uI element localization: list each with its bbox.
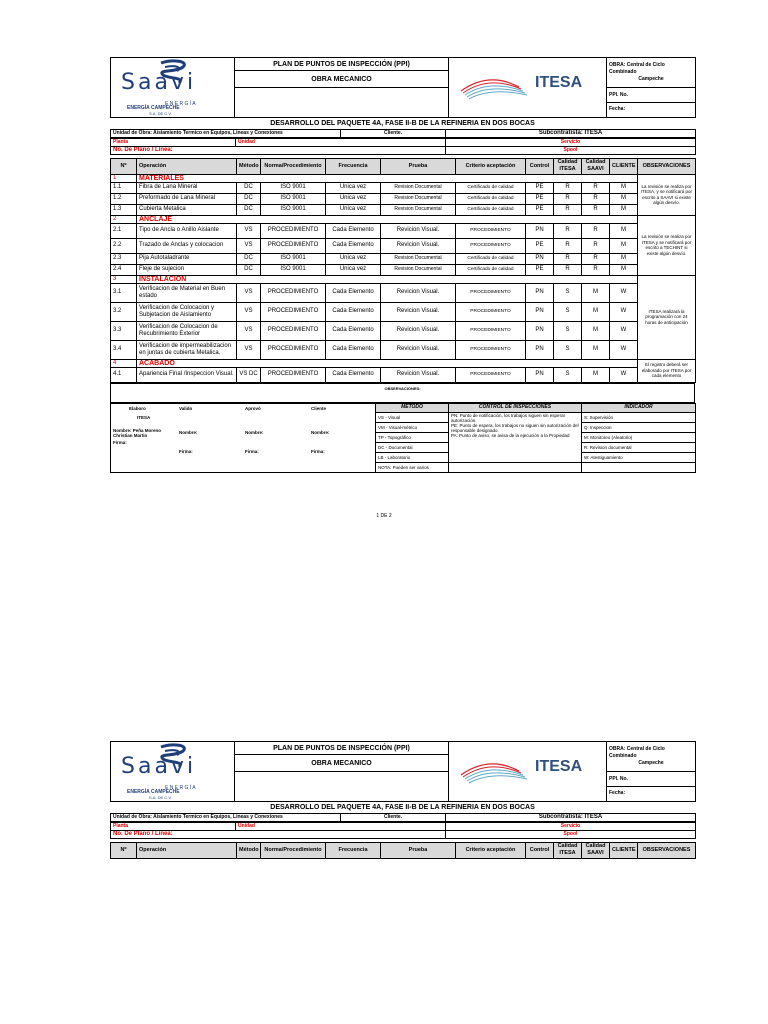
valido-nombre: Nombre: bbox=[179, 430, 198, 435]
cliente-firma: Firma: bbox=[311, 448, 325, 454]
cell-n: 2.2 bbox=[111, 238, 137, 253]
cell-n: 3.2 bbox=[111, 302, 137, 321]
cliente-firma-label: Cliente bbox=[311, 405, 327, 411]
obra-cell bbox=[607, 742, 696, 772]
itesa-logo bbox=[449, 742, 607, 802]
cell-crit: PROCEDIMIENTO bbox=[456, 321, 526, 340]
elaboro-firma: Firma: bbox=[113, 439, 127, 445]
subcontratista: Subcontratista: ITESA bbox=[446, 129, 696, 137]
cell-norma: ISO 9001 bbox=[261, 264, 326, 275]
indicador-title: INDICADOR bbox=[582, 403, 696, 412]
cell-itesa: S bbox=[554, 283, 582, 302]
cell-op: Apariencia Final /Inspeccion Visual. bbox=[137, 367, 237, 382]
cell-ctrl: PN bbox=[526, 253, 554, 264]
cell-cli: W bbox=[610, 283, 638, 302]
cell-frec: Unica vez bbox=[326, 253, 381, 264]
cell-prueba: Revicion Visual. bbox=[381, 223, 456, 238]
cell-frec: Unica vez bbox=[326, 264, 381, 275]
cell-op: Verificacion de impermeabilizacion en juntas de cubierta Metalica. bbox=[137, 340, 237, 359]
cell-met: VS bbox=[237, 302, 261, 321]
planta-table bbox=[110, 138, 696, 155]
itesa-wave-icon bbox=[459, 69, 539, 109]
aprovo-nombre: Nombre: bbox=[245, 430, 264, 435]
cell-crit: PROCEDIMIENTO bbox=[456, 283, 526, 302]
cell-norma: PROCEDIMIENTO bbox=[261, 283, 326, 302]
column-header: Calidad SAAVI bbox=[582, 842, 610, 858]
fecha-label: Fecha: bbox=[607, 787, 696, 802]
cell-ctrl: PN bbox=[526, 302, 554, 321]
cell-ctrl: PE bbox=[526, 238, 554, 253]
control-pn: PN: Punto de notificación, los trabajos siguen sin esperar autorización. bbox=[451, 412, 566, 423]
section-name: MATERIALES bbox=[137, 174, 638, 182]
indicador-item: M: Monitoreo (Aleatorio) bbox=[582, 432, 696, 442]
metodo-item: VS - Visual bbox=[376, 412, 449, 422]
cell-saavi: R bbox=[582, 264, 610, 275]
cell-norma: PROCEDIMIENTO bbox=[261, 321, 326, 340]
itesa-name: ITESA bbox=[535, 758, 583, 776]
ppi-sheet-2 bbox=[110, 741, 695, 859]
inspection-table bbox=[110, 158, 696, 383]
title-ppi: PLAN DE PUNTOS DE INSPECCIÓN (PPI) bbox=[235, 58, 449, 71]
cell-norma: PROCEDIMIENTO bbox=[261, 223, 326, 238]
cell-ctrl: PN bbox=[526, 367, 554, 382]
table-row bbox=[111, 223, 696, 238]
cell-crit: Certificado de calidad bbox=[456, 182, 526, 193]
servicio-label: Servicio bbox=[446, 138, 696, 146]
section-number: 2 bbox=[111, 215, 137, 223]
cell-crit: Certificado de calidad bbox=[456, 193, 526, 204]
cell-ctrl: PE bbox=[526, 193, 554, 204]
column-header: Control bbox=[526, 842, 554, 858]
cell-itesa: R bbox=[554, 204, 582, 215]
title-obra: OBRA MECANICO bbox=[235, 755, 449, 772]
column-header: Frecuencia bbox=[326, 842, 381, 858]
obra-label: OBRA: Central de Ciclo Combinado bbox=[609, 746, 665, 759]
cell-itesa: R bbox=[554, 238, 582, 253]
cell-ctrl: PN bbox=[526, 340, 554, 359]
column-header: CLIENTE bbox=[610, 842, 638, 858]
cell-met: DC bbox=[237, 182, 261, 193]
cell-met: DC bbox=[237, 253, 261, 264]
cell-op: Preformado de Lana Mineral bbox=[137, 193, 237, 204]
cell-norma: PROCEDIMIENTO bbox=[261, 238, 326, 253]
cliente-label: Cliente. bbox=[341, 813, 446, 821]
saavi-logo bbox=[111, 742, 235, 802]
valido-firma: Firma: bbox=[179, 448, 193, 454]
cell-frec: Unica vez bbox=[326, 182, 381, 193]
cell-saavi: R bbox=[582, 204, 610, 215]
column-header: OBSERVACIONES bbox=[638, 158, 696, 174]
plano-label: No. De Plano / Linea: bbox=[111, 146, 446, 154]
cell-frec: Cada Elemento bbox=[326, 283, 381, 302]
cell-saavi: M bbox=[582, 340, 610, 359]
obra-value: Campeche bbox=[638, 760, 664, 766]
cell-n: 1.3 bbox=[111, 204, 137, 215]
control-block bbox=[449, 412, 582, 462]
cell-crit: Certificado de calidad bbox=[456, 204, 526, 215]
cell-prueba: Revicion Visual. bbox=[381, 340, 456, 359]
cell-crit: Certificado de calidad bbox=[456, 264, 526, 275]
planta-label: Planta bbox=[111, 138, 236, 146]
cell-met: DC bbox=[237, 204, 261, 215]
control-title: CONTROL DE INSPECCIONES bbox=[449, 403, 582, 412]
cell-ctrl: PE bbox=[526, 204, 554, 215]
page-number: 1 DE 2 bbox=[376, 513, 392, 519]
column-header: Calidad SAAVI bbox=[582, 158, 610, 174]
section-name: INSTALACION bbox=[137, 275, 638, 283]
cell-cli: M bbox=[610, 238, 638, 253]
cell-prueba: Revision Documental bbox=[381, 253, 456, 264]
cell-frec: Unica vez bbox=[326, 204, 381, 215]
ppi-no-label: PPI. No. bbox=[607, 88, 696, 103]
control-pe: PE: Punto de espera, los trabajos no siguen sin autorización del responsable designado. bbox=[451, 422, 579, 433]
cell-n: 3.1 bbox=[111, 283, 137, 302]
cell-crit: PROCEDIMIENTO bbox=[456, 223, 526, 238]
cell-op: Verificacion de Material en Buen estado bbox=[137, 283, 237, 302]
cell-n: 1.2 bbox=[111, 193, 137, 204]
observaciones-cell: ITESA realizará la programación con 24 horas de anticipación bbox=[638, 275, 696, 359]
cell-prueba: Revision Documental bbox=[381, 193, 456, 204]
cell-n: 2.4 bbox=[111, 264, 137, 275]
inspection-table-2 bbox=[110, 842, 696, 859]
itesa-firma-label: ITESA bbox=[137, 414, 151, 420]
cell-ctrl: PN bbox=[526, 321, 554, 340]
cell-prueba: Revicion Visual. bbox=[381, 302, 456, 321]
column-header: Criterio aceptación bbox=[456, 842, 526, 858]
unidad-label: Unidad bbox=[236, 822, 446, 830]
title-obra: OBRA MECANICO bbox=[235, 71, 449, 88]
saavi-sub2: ENERGÍA CAMPECHE bbox=[127, 789, 180, 796]
cell-ctrl: PE bbox=[526, 264, 554, 275]
cell-met: VS bbox=[237, 340, 261, 359]
cell-norma: PROCEDIMIENTO bbox=[261, 302, 326, 321]
cell-norma: PROCEDIMIENTO bbox=[261, 367, 326, 382]
section-name: ACABADO bbox=[137, 359, 638, 367]
elaboro-nombre: Nombre: Peña Moreno Christian Martin bbox=[113, 427, 162, 438]
cell-cli: M bbox=[610, 223, 638, 238]
cliente-label: Cliente. bbox=[341, 129, 446, 137]
column-header: Criterio aceptación bbox=[456, 158, 526, 174]
cell-prueba: Revision Documental bbox=[381, 264, 456, 275]
cell-met: VS bbox=[237, 238, 261, 253]
cell-frec: Cada Elemento bbox=[326, 321, 381, 340]
metodo-item: TP - Topográfico bbox=[376, 432, 449, 442]
cell-cli: W bbox=[610, 321, 638, 340]
column-header: Control bbox=[526, 158, 554, 174]
planta-table-2 bbox=[110, 822, 696, 839]
cell-cli: W bbox=[610, 367, 638, 382]
observaciones-table bbox=[110, 383, 695, 403]
indicador-item: Q: Inspeccion bbox=[582, 422, 696, 432]
header-table bbox=[110, 57, 696, 118]
cell-itesa: R bbox=[554, 264, 582, 275]
cell-n: 2.1 bbox=[111, 223, 137, 238]
section-row bbox=[111, 174, 696, 182]
servicio-label: Servicio bbox=[446, 822, 696, 830]
cell-met: DC bbox=[237, 264, 261, 275]
unidad-obra: Unidad de Obra: Aislamiento Termico en Equipos, Lineas y Conexiones bbox=[111, 813, 341, 821]
desarrollo-title: DESARROLLO DEL PAQUETE 4A, FASE II-B DE LA REFINERIA EN DOS BOCAS bbox=[270, 803, 535, 811]
cell-crit: PROCEDIMIENTO bbox=[456, 238, 526, 253]
section-name: ANCLAJE bbox=[137, 215, 638, 223]
observaciones-cell: El registro deberá ser elaborado por ITESA por cada elemento bbox=[638, 359, 696, 382]
cell-norma: PROCEDIMIENTO bbox=[261, 340, 326, 359]
saavi-sub1: E N E R G Í A bbox=[165, 785, 196, 792]
column-header: Calidad ITESA bbox=[554, 158, 582, 174]
cell-crit: Certificado de calidad bbox=[456, 253, 526, 264]
table-row bbox=[111, 193, 696, 204]
cell-crit: PROCEDIMIENTO bbox=[456, 302, 526, 321]
obra-value: Campeche bbox=[638, 76, 664, 82]
section-number: 4 bbox=[111, 359, 137, 367]
section-number: 1 bbox=[111, 174, 137, 182]
cell-cli: M bbox=[610, 193, 638, 204]
itesa-name: ITESA bbox=[535, 74, 583, 92]
cell-cli: M bbox=[610, 264, 638, 275]
table-row bbox=[111, 321, 696, 340]
table-row bbox=[111, 264, 696, 275]
metodo-item: DC - Documental bbox=[376, 442, 449, 452]
ppi-sheet-1 bbox=[110, 57, 695, 473]
cell-saavi: M bbox=[582, 321, 610, 340]
cell-saavi: M bbox=[582, 367, 610, 382]
cell-itesa: S bbox=[554, 302, 582, 321]
metodo-nota: NOTA: Pueden ser varios bbox=[376, 462, 449, 472]
cell-n: 3.3 bbox=[111, 321, 137, 340]
ppi-no-label: PPI. No. bbox=[607, 772, 696, 787]
cell-norma: ISO 9001 bbox=[261, 182, 326, 193]
firmas-block bbox=[111, 403, 376, 472]
cell-prueba: Revicion Visual. bbox=[381, 238, 456, 253]
plano-label: No. De Plano / Linea: bbox=[111, 830, 446, 838]
indicador-item: W: Atestiguamiento bbox=[582, 452, 696, 462]
aprovo-label: Aprovó bbox=[245, 405, 261, 411]
table-row bbox=[111, 182, 696, 193]
metodo-item: VM - Visual-métrico bbox=[376, 422, 449, 432]
saavi-sub2: ENERGÍA CAMPECHE bbox=[127, 105, 180, 112]
cell-itesa: S bbox=[554, 321, 582, 340]
cell-ctrl: PE bbox=[526, 182, 554, 193]
cell-prueba: Revicion Visual. bbox=[381, 283, 456, 302]
cell-cli: M bbox=[610, 182, 638, 193]
cell-frec: Unica vez bbox=[326, 193, 381, 204]
cell-ctrl: PN bbox=[526, 223, 554, 238]
cell-n: 2.3 bbox=[111, 253, 137, 264]
table-row bbox=[111, 238, 696, 253]
cell-frec: Cada Elemento bbox=[326, 223, 381, 238]
indicador-item: R: Revision documental bbox=[582, 442, 696, 452]
saavi-sub1: E N E R G Í A bbox=[165, 101, 196, 108]
cell-frec: Cada Elemento bbox=[326, 340, 381, 359]
cell-op: Verificacion de Colocacion y Subjetacion de Aislamiento bbox=[137, 302, 237, 321]
valido-label: Valido bbox=[179, 405, 193, 411]
table-row bbox=[111, 302, 696, 321]
column-header: CLIENTE bbox=[610, 158, 638, 174]
cell-frec: Cada Elemento bbox=[326, 367, 381, 382]
column-header: Calidad ITESA bbox=[554, 842, 582, 858]
unidad-obra: Unidad de Obra: Aislamiento Termico en Equipos, Lineas y Conexiones bbox=[111, 129, 341, 137]
column-header: Nº bbox=[111, 842, 137, 858]
cell-frec: Cada Elemento bbox=[326, 238, 381, 253]
spool-label: Spool bbox=[446, 146, 696, 154]
saavi-logo bbox=[111, 58, 235, 118]
info-table bbox=[110, 129, 696, 138]
column-header-row bbox=[111, 158, 696, 174]
observaciones-label: OBSERVACIONES: bbox=[111, 383, 695, 393]
elaboro-label: Elaboro bbox=[129, 405, 146, 411]
cell-n: 4.1 bbox=[111, 367, 137, 382]
cell-saavi: R bbox=[582, 223, 610, 238]
table-row bbox=[111, 367, 696, 382]
cell-op: Cubierta Metalica bbox=[137, 204, 237, 215]
signature-table bbox=[110, 403, 696, 473]
cell-cli: W bbox=[610, 340, 638, 359]
saavi-name: Saavi bbox=[121, 70, 197, 96]
cell-op: Pija Autotaladrante bbox=[137, 253, 237, 264]
obra-cell bbox=[607, 58, 696, 88]
observaciones-cell: La revisión se realiza por ITESA y se notificará por escrito a TECHINT si existe algún desvío. bbox=[638, 215, 696, 275]
column-header: Operación bbox=[137, 842, 237, 858]
saavi-name: Saavi bbox=[121, 754, 197, 780]
cell-op: Fleje de sujecion bbox=[137, 264, 237, 275]
cell-met: VS bbox=[237, 321, 261, 340]
column-header: Prueba bbox=[381, 842, 456, 858]
section-row bbox=[111, 275, 696, 283]
cell-itesa: R bbox=[554, 182, 582, 193]
table-row bbox=[111, 253, 696, 264]
cell-prueba: Revision Documental bbox=[381, 182, 456, 193]
cell-op: Fibra de Lana Mineral bbox=[137, 182, 237, 193]
cell-met: DC bbox=[237, 193, 261, 204]
desarrollo-title: DESARROLLO DEL PAQUETE 4A, FASE II-B DE LA REFINERIA EN DOS BOCAS bbox=[270, 119, 535, 127]
metodo-title: MÉTODO bbox=[376, 403, 449, 412]
column-header: Frecuencia bbox=[326, 158, 381, 174]
cell-itesa: S bbox=[554, 340, 582, 359]
fecha-label: Fecha: bbox=[607, 103, 696, 118]
cell-itesa: R bbox=[554, 223, 582, 238]
unidad-label: Unidad bbox=[236, 138, 446, 146]
section-row bbox=[111, 359, 696, 367]
obra-label: OBRA: Central de Ciclo Combinado bbox=[609, 62, 665, 75]
cell-op: Trazado de Anclas y colocacion bbox=[137, 238, 237, 253]
cell-saavi: R bbox=[582, 182, 610, 193]
cell-saavi: R bbox=[582, 193, 610, 204]
cell-met: VS bbox=[237, 283, 261, 302]
cell-ctrl: PN bbox=[526, 283, 554, 302]
planta-label: Planta bbox=[111, 822, 236, 830]
cell-saavi: M bbox=[582, 283, 610, 302]
saavi-sub3: S.A. DE C.V. bbox=[149, 795, 172, 801]
cell-cli: W bbox=[610, 302, 638, 321]
cell-norma: ISO 9001 bbox=[261, 253, 326, 264]
column-header: Nº bbox=[111, 158, 137, 174]
cell-cli: M bbox=[610, 253, 638, 264]
cell-n: 3.4 bbox=[111, 340, 137, 359]
table-row bbox=[111, 340, 696, 359]
column-header: Prueba bbox=[381, 158, 456, 174]
column-header: Método bbox=[237, 842, 261, 858]
aprovo-firma: Firma: bbox=[245, 448, 259, 454]
itesa-wave-icon bbox=[459, 753, 539, 793]
cell-cli: M bbox=[610, 204, 638, 215]
cell-saavi: R bbox=[582, 238, 610, 253]
cell-crit: PROCEDIMIENTO bbox=[456, 367, 526, 382]
cell-itesa: R bbox=[554, 253, 582, 264]
cell-prueba: Revicion Visual. bbox=[381, 367, 456, 382]
table-row bbox=[111, 204, 696, 215]
header-table-2 bbox=[110, 741, 696, 802]
cell-met: VS DC bbox=[237, 367, 261, 382]
cell-frec: Cada Elemento bbox=[326, 302, 381, 321]
section-number: 3 bbox=[111, 275, 137, 283]
observaciones-cell: La revisión se realiza por ITESA, y se notificará por escrito a SAAVI si existe algún desvío. bbox=[638, 174, 696, 215]
cell-n: 1.1 bbox=[111, 182, 137, 193]
cell-norma: ISO 9001 bbox=[261, 204, 326, 215]
indicador-item: S: Supervisión bbox=[582, 412, 696, 422]
cell-crit: PROCEDIMIENTO bbox=[456, 340, 526, 359]
cell-saavi: R bbox=[582, 253, 610, 264]
table-row bbox=[111, 283, 696, 302]
cliente-nombre: Nombre: bbox=[311, 430, 330, 435]
cell-prueba: Revicion Visual. bbox=[381, 321, 456, 340]
subcontratista: Subcontratista: ITESA bbox=[446, 813, 696, 821]
column-header: Operación bbox=[137, 158, 237, 174]
cell-prueba: Revision Documental bbox=[381, 204, 456, 215]
cell-saavi: M bbox=[582, 302, 610, 321]
itesa-logo bbox=[449, 58, 607, 118]
metodo-item: LB - Laboratorio bbox=[376, 452, 449, 462]
column-header: Norma/Procedimiento bbox=[261, 158, 326, 174]
cell-op: Verificacion de Colocacion de Recubrimiento Exterior bbox=[137, 321, 237, 340]
info-table-2 bbox=[110, 813, 696, 822]
spool-label: Spool bbox=[446, 830, 696, 838]
column-header-row bbox=[111, 842, 696, 858]
section-row bbox=[111, 215, 696, 223]
column-header: OBSERVACIONES bbox=[638, 842, 696, 858]
control-pa: PA: Punto de aviso, se avisa de la ejecución a la Propiedad bbox=[451, 432, 570, 438]
cell-norma: ISO 9001 bbox=[261, 193, 326, 204]
cell-itesa: S bbox=[554, 367, 582, 382]
title-ppi: PLAN DE PUNTOS DE INSPECCIÓN (PPI) bbox=[235, 742, 449, 755]
cell-op: Tipo de Ancla o Anillo Aislante bbox=[137, 223, 237, 238]
column-header: Método bbox=[237, 158, 261, 174]
cell-met: VS bbox=[237, 223, 261, 238]
cell-itesa: R bbox=[554, 193, 582, 204]
column-header: Norma/Procedimiento bbox=[261, 842, 326, 858]
saavi-sub3: S.A. DE C.V. bbox=[149, 111, 172, 117]
